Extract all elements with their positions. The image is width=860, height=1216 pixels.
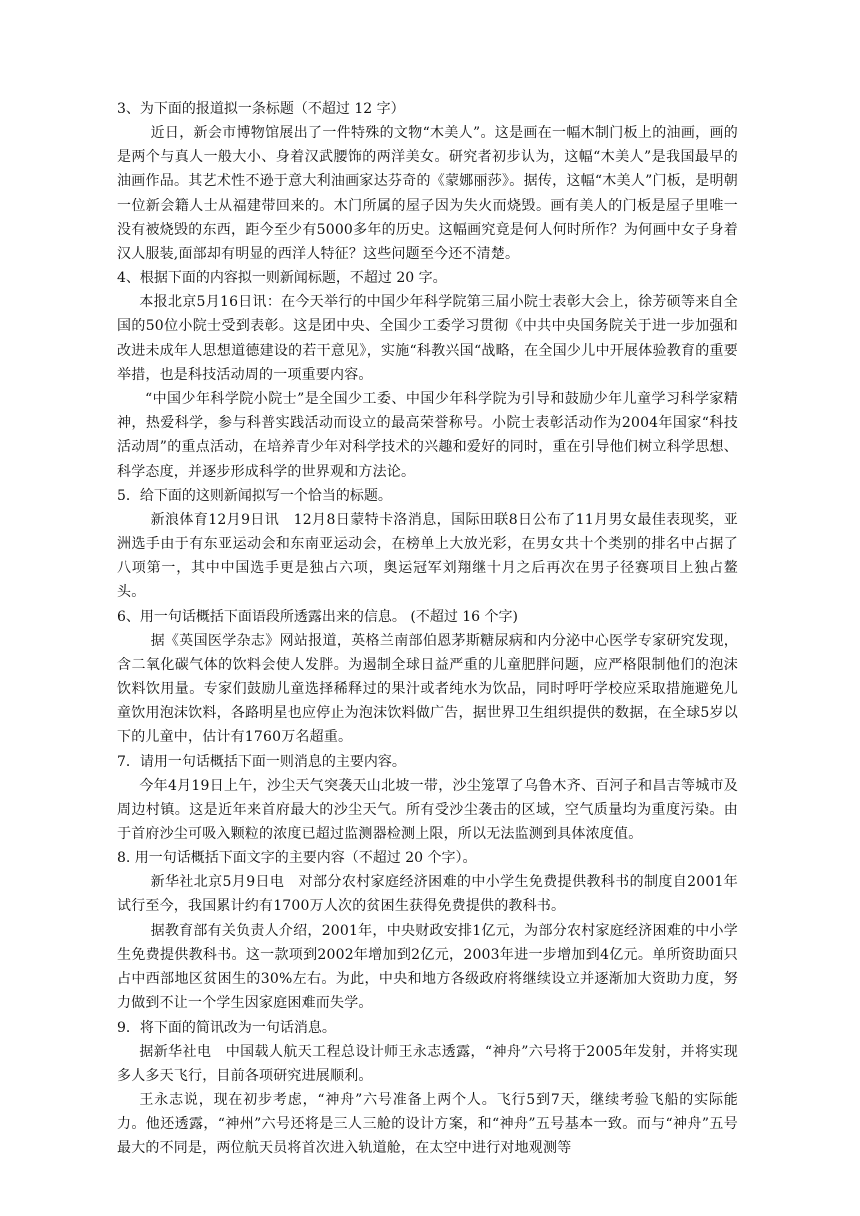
question-paragraph: 近日，新会市博物馆展出了一件特殊的文物“木美人”。这是画在一幅木制门板上的油画，画的是两个与真人一般大小、身着汉武腰饰的两洋美女。研究者初步认为，这幅“木美人”是我国最早的油画作品。其艺术性不逊于意大利油画家达芬奇的《蒙娜丽莎》。据传，这幅“木美人”门板，是明朝一位新会籍人士从福建带回来的。木门所属的屋子因为失火而烧毁。画有美人的门板是屋子里唯一没有被烧毁的东西，距今至少有5000多年的历史。这幅画究竟是何人何时所作？为何画中女子身着汉人服装,面部却有明显的西洋人特征？这些问题至今还不清楚。 [117,125,738,263]
document-page [117,97,738,1161]
question-4 [117,266,738,484]
question-8 [117,846,738,1015]
question-5 [117,484,738,605]
question-heading: 8. 用一句话概括下面文字的主要内容（不超过 20 个字）。 [117,850,477,867]
question-paragraph: 今年4月19日上午，沙尘天气突袭天山北坡一带，沙尘笼罩了乌鲁木齐、百河子和昌吉等城市及周边村镇。这是近年来首府最大的沙尘天气。所有受沙尘袭击的区域，空气质量均为重度污染。由于首府沙尘可吸入颗粒的浓度已超过监测器检测上限，所以无法监测到具体浓度值。 [117,777,738,843]
question-paragraph: 据新华社电 中国载人航天工程总设计师王永志透露，“神舟”六号将于2005年发射，并将实现多人多天飞行，目前各项研究进展顺利。 [117,1043,738,1084]
question-7 [117,750,738,847]
question-paragraph: 本报北京5月16日讯：在今天举行的中国少年科学院第三届小院士表彰大会上，徐芳硕等来自全国的50位小院士受到表彰。这是团中央、全国少工委学习贯彻《中共中央国务院关于进一步加强和改进未成年人思想道德建设的若干意见》，实施“科教兴国“战略，在全国少儿中开展体验教育的重要举措，也是科技活动周的一项重要内容。 [117,294,738,383]
question-paragraph: 据《英国医学杂志》网站报道，英格兰南部伯恩茅斯糖尿病和内分泌中心医学专家研究发现，含二氧化碳气体的饮料会使人发胖。为遏制全球日益严重的儿童肥胖问题，应严格限制他们的泡沫饮料饮用量。专家们鼓励儿童选择稀释过的果汁或者纯水为饮品，同时呼吁学校应采取措施避免儿童饮用泡沫饮料，各路明星也应停止为泡沫饮料做广告，据世界卫生组织提供的数据，在全球5岁以下的儿童中，估计有1760万名超重。 [117,632,738,746]
question-heading: 3、为下面的报道拟一条标题（不超过 12 字） [117,101,405,117]
question-heading: 9．将下面的简讯改为一句话消息。 [117,1019,336,1036]
question-heading: 4、根据下面的内容拟一则新闻标题，不超过 20 字。 [117,270,447,287]
question-paragraph: 新华社北京5月9日电 对部分农村家庭经济困难的中小学生免费提供教科书的制度自2001年试行至今，我国累计约有1700万人次的贫困生获得免费提供的教科书。 [117,874,738,915]
question-heading: 7．请用一句话概括下面一则消息的主要内容。 [117,753,406,770]
question-heading: 6、用一句话概括下面语段所透露出来的信息。 (不超过 16 个字) [117,608,518,625]
question-6 [117,605,738,750]
question-paragraph: 王永志说，现在初步考虑，“神舟”六号准备上两个人。飞行5到7天，继续考验飞船的实际能力。他还透露，“神州”六号还将是三人三舱的设计方案，和“神舟”五号基本一致。而与“神舟”五号最大的不同是，两位航天员将首次进入轨道舱，在太空中进行对地观测等 [117,1091,738,1157]
question-9 [117,1016,738,1161]
question-paragraph: “中国少年科学院小院士”是全国少工委、中国少年科学院为引导和鼓励少年儿童学习科学家精神，热爱科学，参与科普实践活动而设立的最高荣誉称号。小院士表彰活动作为2004年国家“科技活动周”的重点活动，在培养青少年对科学技术的兴趣和爱好的同时，重在引导他们树立科学思想、科学态度，并逐步形成科学的世界观和方法论。 [117,391,738,480]
question-paragraph: 据教育部有关负责人介绍，2001年，中央财政安排1亿元，为部分农村家庭经济困难的中小学生免费提供教科书。这一款项到2002年增加到2亿元，2003年进一步增加到4亿元。单所资助面只占中西部地区贫困生的30%左右。为此，中央和地方各级政府将继续设立并逐渐加大资助力度，努力做到不让一个学生因家庭困难而失学。 [117,922,738,1012]
question-paragraph: 新浪体育12月9日讯 12月8日蒙特卡洛消息，国际田联8日公布了11月男女最佳表现奖，亚洲选手由于有东亚运动会和东南亚运动会，在榜单上大放光彩，在男女共十个类别的排名中占据了八项第一，其中中国选手更是独占六项，奥运冠军刘翔继十月之后再次在男子径赛项目上独占鳌头。 [117,511,738,601]
question-3 [117,97,738,266]
question-heading: 5．给下面的这则新闻拟写一个恰当的标题。 [117,487,392,504]
